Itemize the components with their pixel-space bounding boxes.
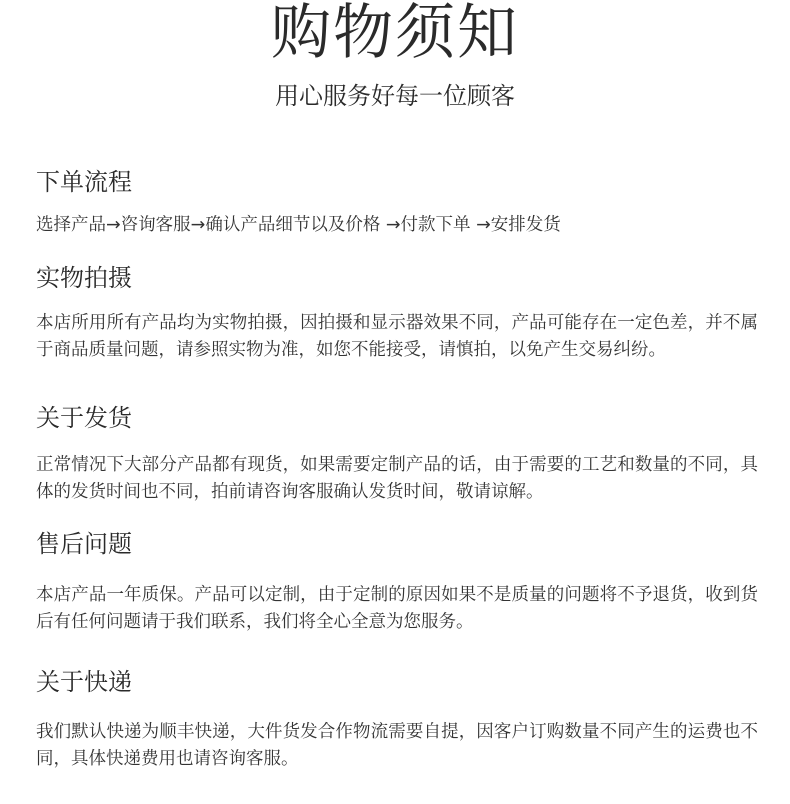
section-body-after-sales: 本店产品一年质保。产品可以定制，由于定制的原因如果不是质量的问题将不予退货，收到货后有任何问题请于我们联系，我们将全心全意为您服务。 bbox=[36, 585, 758, 632]
page-title: 购物须知 bbox=[271, 0, 519, 68]
page-subtitle: 用心服务好每一位顾客 bbox=[275, 82, 515, 110]
section-body-order-process: 选择产品→咨询客服→确认产品细节以及价格 →付款下单 →安排发货 bbox=[36, 215, 561, 235]
section-body-real-photos: 本店所用所有产品均为实物拍摄，因拍摄和显示器效果不同，产品可能存在一定色差，并不属于商品质量问题，请参照实物为准，如您不能接受，请慎拍，以免产生交易纠纷。 bbox=[36, 313, 758, 360]
section-heading-shipping: 关于发货 bbox=[36, 404, 132, 432]
section-heading-after-sales: 售后问题 bbox=[36, 530, 132, 558]
section-heading-delivery: 关于快递 bbox=[36, 668, 132, 696]
section-heading-real-photos: 实物拍摄 bbox=[36, 264, 132, 292]
section-body-shipping: 正常情况下大部分产品都有现货，如果需要定制产品的话，由于需要的工艺和数量的不同，具体的发货时间也不同，拍前请咨询客服确认发货时间，敬请谅解。 bbox=[36, 455, 758, 502]
section-heading-order-process: 下单流程 bbox=[36, 168, 132, 196]
section-body-delivery: 我们默认快递为顺丰快递，大件货发合作物流需要自提，因客户订购数量不同产生的运费也不同，具体快递费用也请咨询客服。 bbox=[36, 722, 758, 769]
